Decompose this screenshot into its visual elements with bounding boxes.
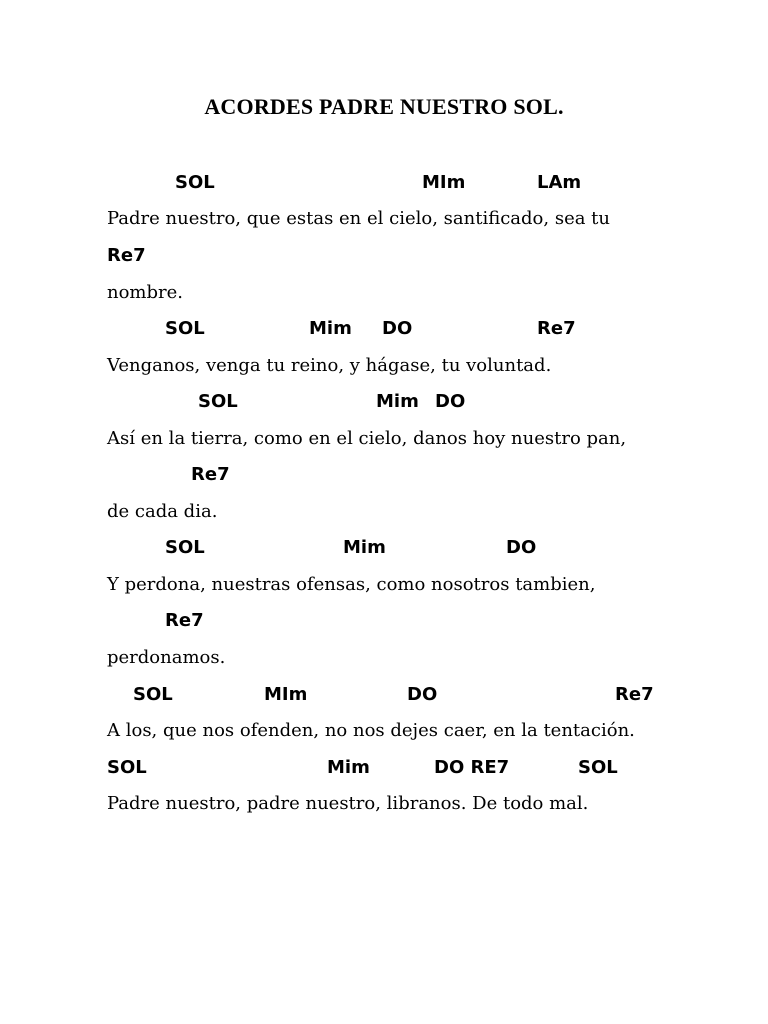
chord: DO [506, 537, 537, 558]
lyric-text: perdonamos. [107, 647, 226, 668]
chord-line [0, 464, 768, 492]
lyric-line [0, 720, 768, 748]
chord-line [0, 757, 768, 785]
chord-line [0, 684, 768, 712]
lyric-text: Y perdona, nuestras ofensas, como nosotros tambien, [107, 574, 596, 595]
lyric-line [0, 574, 768, 602]
chord: SOL [165, 537, 205, 558]
lyric-line [0, 208, 768, 236]
lyric-text: de cada dia. [107, 501, 218, 522]
chord: Re7 [537, 318, 576, 339]
lyric-text: Así en la tierra, como en el cielo, danos hoy nuestro pan, [107, 428, 627, 449]
chord: MIm [264, 684, 308, 705]
chord-line [0, 391, 768, 419]
lyric-line [0, 428, 768, 456]
chord: Re7 [191, 464, 230, 485]
chord: SOL [175, 172, 215, 193]
chord: Mim [327, 757, 370, 778]
lyric-line [0, 647, 768, 675]
chord: Re7 [615, 684, 654, 705]
chord: Mim [309, 318, 352, 339]
chord: Re7 [165, 610, 204, 631]
chord: MIm [422, 172, 466, 193]
lyric-text: Padre nuestro, que estas en el cielo, santificado, sea tu [107, 208, 610, 229]
lyric-text: A los, que nos ofenden, no nos dejes caer, en la tentación. [107, 720, 635, 741]
chord: Mim [376, 391, 419, 412]
chord-line [0, 318, 768, 346]
chord: SOL [165, 318, 205, 339]
page-title: ACORDES PADRE NUESTRO SOL. [204, 94, 564, 119]
lyric-line [0, 501, 768, 529]
lyric-text: Padre nuestro, padre nuestro, libranos. De todo mal. [107, 793, 589, 814]
chord: DO [382, 318, 413, 339]
chord: Mim [343, 537, 386, 558]
chord: LAm [537, 172, 582, 193]
lyric-text: nombre. [107, 282, 183, 303]
chord: DO RE7 [434, 757, 510, 778]
lyric-line [0, 793, 768, 821]
chord: Re7 [107, 245, 146, 266]
lyric-text: Venganos, venga tu reino, y hágase, tu voluntad. [107, 355, 552, 376]
chord: SOL [133, 684, 173, 705]
chord-line [0, 245, 768, 273]
chord-line [0, 537, 768, 565]
chord: DO [435, 391, 466, 412]
chord: SOL [578, 757, 618, 778]
lyric-line [0, 355, 768, 383]
chord: DO [407, 684, 438, 705]
chord: SOL [198, 391, 238, 412]
lyric-line [0, 282, 768, 310]
chord-line [0, 172, 768, 200]
chord: SOL [107, 757, 147, 778]
chord-line [0, 610, 768, 638]
